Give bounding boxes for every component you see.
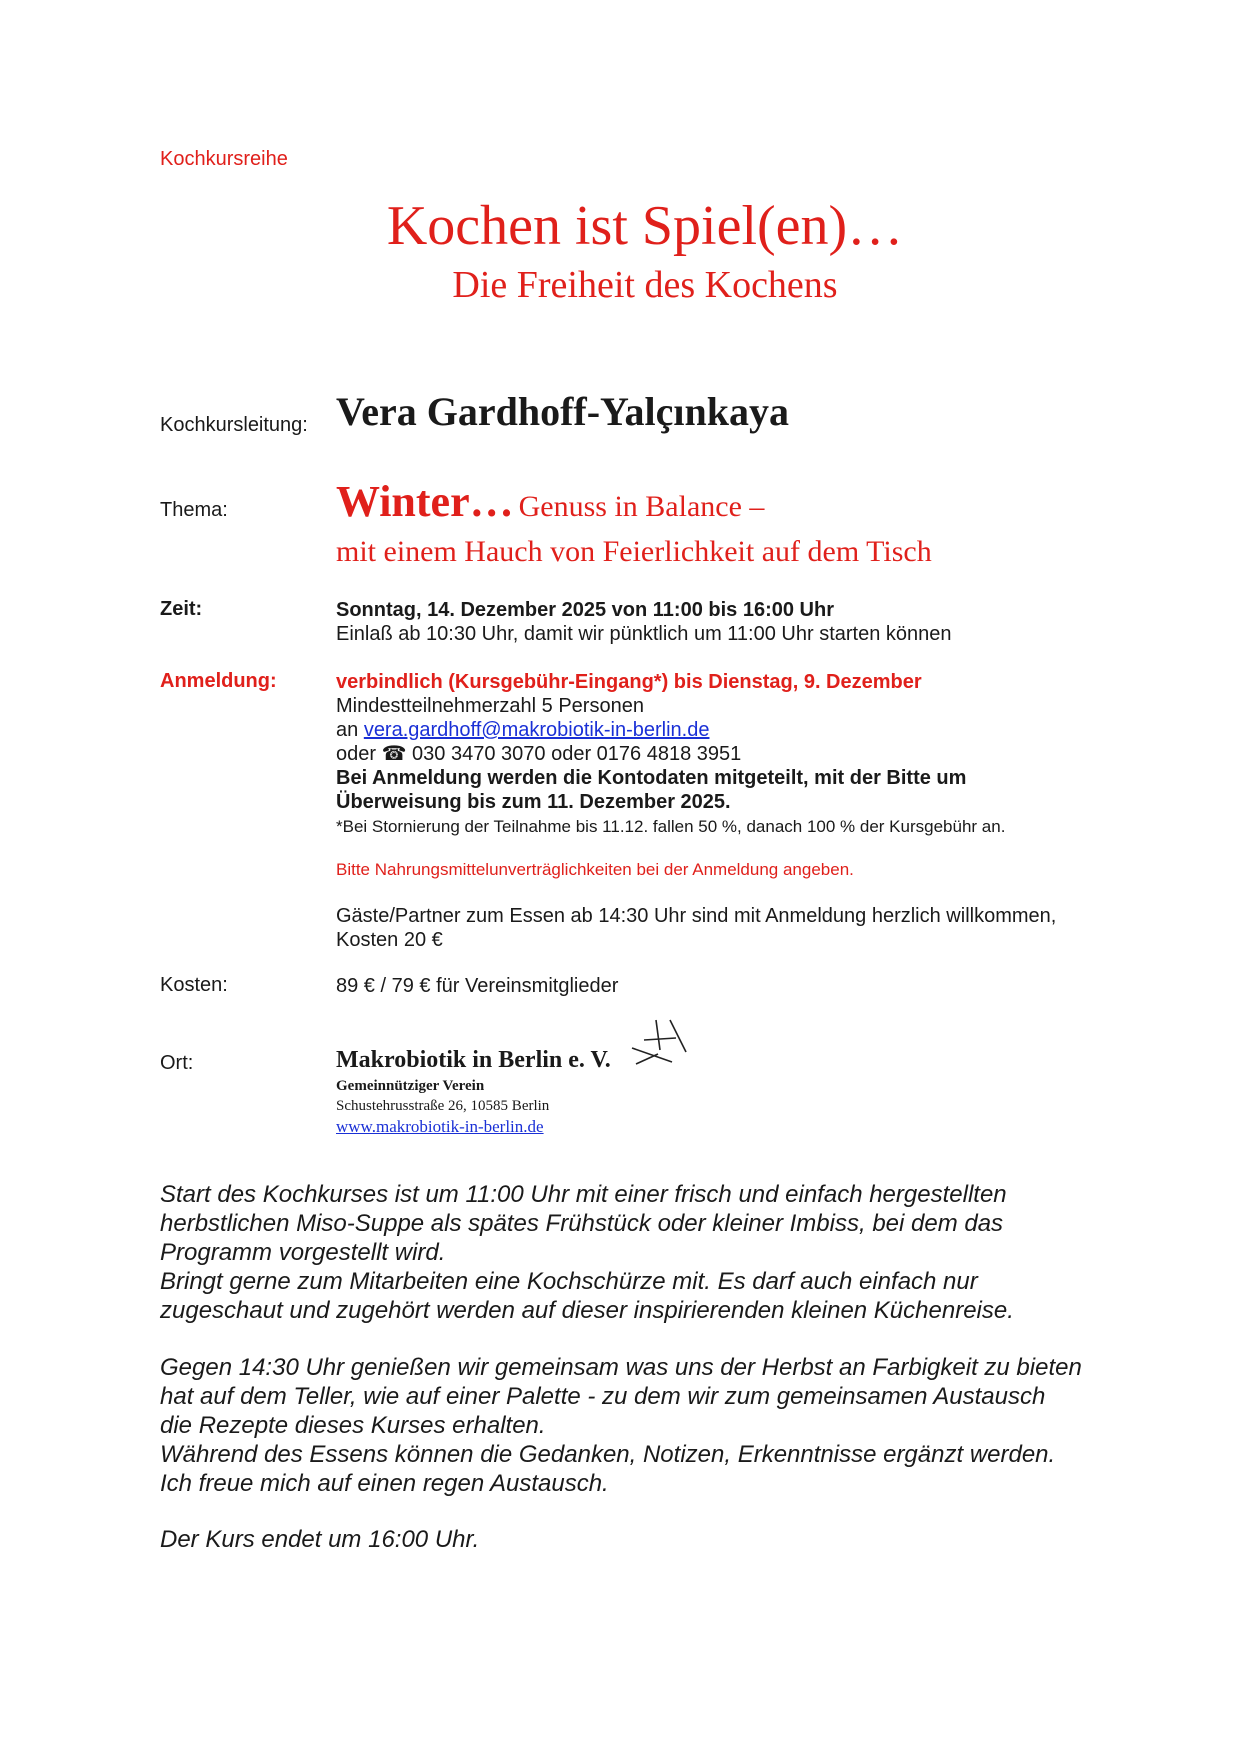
theme-highlight: Winter…: [336, 477, 514, 526]
cost-value: 89 € / 79 € für Vereinsmitglieder: [336, 975, 619, 997]
page-title: Kochen ist Spiel(en)…: [386, 195, 904, 257]
org-logo-icon: [630, 1018, 690, 1072]
intro-line: Start des Kochkurses ist um 11:00 Uhr mit einer frisch und einfach hergestellten: [160, 1181, 1007, 1208]
intro-line: Bringt gerne zum Mitarbeiten eine Kochschürze mit. Es darf auch einfach nur: [160, 1268, 978, 1295]
org-name: Makrobiotik in Berlin e. V.: [336, 1047, 611, 1073]
registration-deadline: verbindlich (Kursgebühr-Eingang*) bis Dienstag, 9. Dezember: [336, 671, 922, 693]
leader-name: Vera Gardhoff-Yalçınkaya: [336, 389, 789, 434]
meal-line: Während des Essens können die Gedanken, Notizen, Erkenntnisse ergänzt werden.: [160, 1441, 1056, 1468]
registration-guests-1: Gäste/Partner zum Essen ab 14:30 Uhr sind mit Anmeldung herzlich willkommen,: [336, 905, 1057, 927]
time-date: Sonntag, 14. Dezember 2025 von 11:00 bis 16:00 Uhr: [336, 599, 834, 621]
time-label: Zeit:: [160, 598, 203, 620]
registration-guests-2: Kosten 20 €: [336, 929, 443, 951]
intro-line: herbstlichen Miso-Suppe als spätes Frühstück oder kleiner Imbiss, bei dem das: [160, 1210, 1004, 1237]
meal-line: hat auf dem Teller, wie auf einer Palette - zu dem wir zum gemeinsamen Austausch: [160, 1383, 1046, 1410]
meal-line: Gegen 14:30 Uhr genießen wir gemeinsam was uns der Herbst an Farbigkeit zu bieten: [160, 1354, 1082, 1381]
org-website-link[interactable]: www.makrobiotik-in-berlin.de: [336, 1117, 544, 1136]
meal-paragraph: [160, 1353, 1082, 1498]
location-label: Ort:: [160, 1052, 194, 1074]
registration-bank-note-2: Überweisung bis zum 11. Dezember 2025.: [336, 791, 731, 813]
theme-label: Thema:: [160, 499, 228, 521]
theme-tagline: Genuss in Balance –: [518, 490, 765, 523]
leader-label: Kochkursleitung:: [160, 414, 308, 436]
registration-an: an: [336, 719, 359, 741]
theme-line-2: mit einem Hauch von Feierlichkeit auf dem Tisch: [336, 535, 932, 568]
closing-paragraph: Der Kurs endet um 16:00 Uhr.: [160, 1526, 480, 1553]
meal-line: Ich freue mich auf einen regen Austausch.: [160, 1470, 609, 1497]
registration-cancellation: *Bei Stornierung der Teilnahme bis 11.12. fallen 50 %, danach 100 % der Kursgebühr an.: [336, 817, 1006, 836]
registration-bank-note-1: Bei Anmeldung werden die Kontodaten mitgeteilt, mit der Bitte um: [336, 767, 967, 789]
intro-line: Programm vorgestellt wird.: [160, 1239, 446, 1266]
intro-line: zugeschaut und zugehört werden auf dieser inspirierenden kleinen Küchenreise.: [160, 1297, 1014, 1324]
org-address: Schustehrusstraße 26, 10585 Berlin: [336, 1098, 550, 1114]
series-label: Kochkursreihe: [160, 148, 288, 170]
registration-phone: oder ☎ 030 3470 3070 oder 0176 4818 3951: [336, 743, 742, 765]
theme-line-1: [336, 477, 765, 526]
page-subtitle: Die Freiheit des Kochens: [452, 264, 838, 306]
cost-label: Kosten:: [160, 974, 228, 996]
registration-label: Anmeldung:: [160, 670, 277, 692]
meal-line: die Rezepte dieses Kurses erhalten.: [160, 1412, 546, 1439]
email-link[interactable]: vera.gardhoff@makrobiotik-in-berlin.de: [363, 719, 710, 741]
registration-allergy-note: Bitte Nahrungsmittelunverträglichkeiten bei der Anmeldung angeben.: [336, 860, 854, 879]
registration-email-line: [336, 718, 709, 742]
org-subtitle: Gemeinnütziger Verein: [336, 1078, 485, 1094]
registration-min-participants: Mindestteilnehmerzahl 5 Personen: [336, 695, 644, 717]
time-admission: Einlaß ab 10:30 Uhr, damit wir pünktlich um 11:00 Uhr starten können: [336, 623, 952, 645]
intro-paragraph: [160, 1180, 1014, 1325]
